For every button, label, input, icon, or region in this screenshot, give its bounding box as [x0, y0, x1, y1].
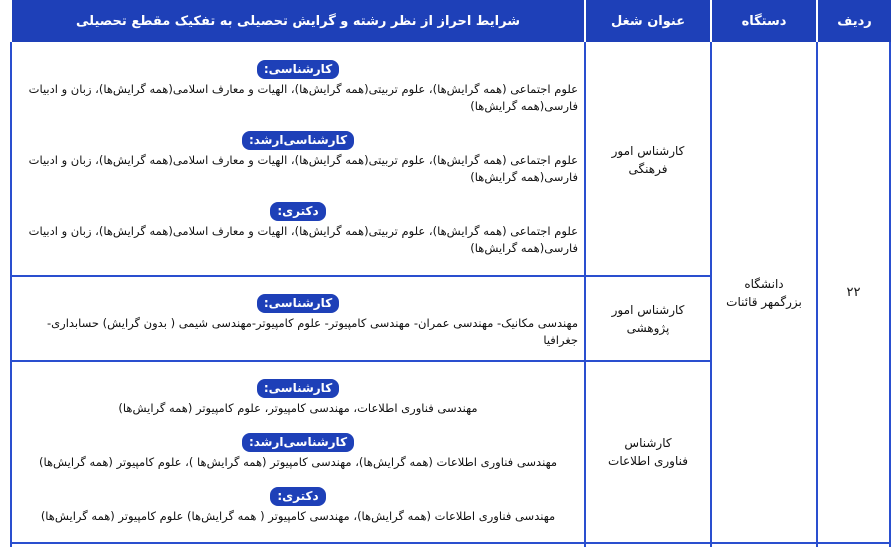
row-number: ۲۲: [846, 285, 861, 300]
job-conditions-it: [12, 377, 584, 525]
degree-badge: کارشناسی:: [257, 60, 339, 79]
job-title-cultural: کارشناس امور فرهنگی: [611, 143, 685, 176]
degree-fields: مهندسی فناوری اطلاعات (همه گرایش‌ها)، مهندسی کامپیوتر (همه گرایش‌ها )، علوم کامپیوتر (همه گرایش‌ها): [38, 455, 558, 469]
degree-fields: مهندسی مکانیک- مهندسی عمران- مهندسی کامپیوتر- علوم کامپیوتر-مهندسی شیمی ( بدون گرایش) حسابداری-جغرافیا: [47, 316, 578, 347]
job-title-research: کارشناس امور پژوهشی: [611, 302, 685, 335]
grid-line: [10, 542, 891, 544]
header-row-number: ردیف: [818, 0, 891, 42]
degree-badge: دکتری:: [270, 202, 325, 221]
degree-badge: کارشناسی:: [257, 379, 339, 398]
degree-fields: مهندسی فناوری اطلاعات، مهندسی کامپیوتر، علوم کامپیوتر (همه گرایش‌ها): [118, 401, 478, 415]
degree-fields: علوم اجتماعی (همه گرایش‌ها)، علوم تربیتی(همه گرایش‌ها)، الهیات و معارف اسلامی(همه گرایش‌ها)، زبان و ادبیات فارسی(همه گرایش‌ها): [28, 153, 578, 184]
degree-section: [12, 129, 584, 150]
degree-badge: کارشناسی:: [257, 294, 339, 313]
degree-badge: کارشناسی‌ارشد:: [242, 433, 354, 452]
degree-section: [12, 377, 584, 398]
degree-section: [12, 292, 584, 313]
header-organization: دستگاه: [712, 0, 816, 42]
degree-section: [12, 58, 584, 79]
job-conditions-research: [12, 292, 584, 349]
degree-fields: علوم اجتماعی (همه گرایش‌ها)، علوم تربیتی(همه گرایش‌ها)، الهیات و معارف اسلامی(همه گرایش‌ها)، زبان و ادبیات فارسی(همه گرایش‌ها): [28, 82, 578, 113]
degree-section: [12, 485, 584, 506]
degree-section: [12, 431, 584, 452]
header-conditions: شرایط احراز از نظر رشته و گرایش تحصیلی به تفکیک مقطع تحصیلی: [12, 0, 584, 42]
degree-fields: علوم اجتماعی (همه گرایش‌ها)، علوم تربیتی(همه گرایش‌ها)، الهیات و معارف اسلامی(همه گرایش‌ها)، زبان و ادبیات فارسی(همه گرایش‌ها): [28, 224, 578, 255]
job-title-it: کارشناس فناوری اطلاعات: [608, 436, 688, 468]
organization-name: دانشگاه بزرگمهر قائنات: [726, 277, 802, 309]
degree-badge: کارشناسی‌ارشد:: [242, 131, 354, 150]
job-conditions-cultural: [12, 58, 584, 257]
degree-fields: مهندسی فناوری اطلاعات (همه گرایش‌ها)، مهندسی کامپیوتر ( همه گرایش‌ها) علوم کامپیوتر (همه گرایش‌ها): [40, 509, 556, 523]
header-job-title: عنوان شغل: [586, 0, 710, 42]
degree-badge: دکتری:: [270, 487, 325, 506]
degree-section: [12, 200, 584, 221]
